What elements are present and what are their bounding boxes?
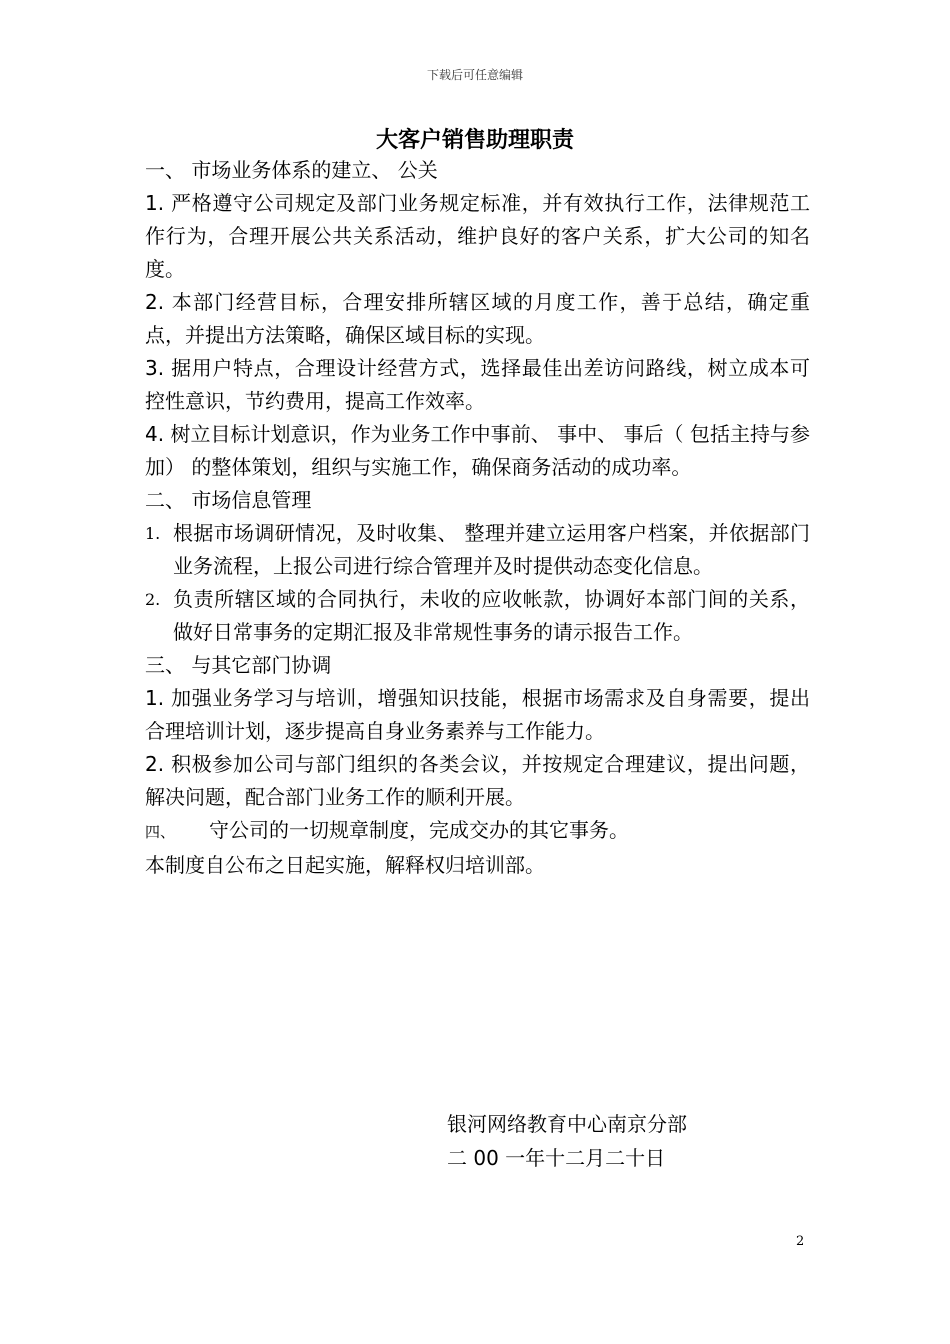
section-4-text: 守公司的一切规章制度，完成交办的其它事务。	[209, 818, 630, 842]
section-1-paragraph-2: 2. 本部门经营目标，合理安排所辖区域的月度工作，善于总结，确定重点，并提出方法策略，确保区域目标的实现。	[145, 290, 810, 347]
section-3-heading: 三、 与其它部门协调	[145, 653, 332, 677]
page-number: 2	[796, 1234, 805, 1249]
section-1-paragraph-1: 1. 严格遵守公司规定及部门业务规定标准，并有效执行工作，法律规范工作行为，合理开展公共关系活动，维护良好的客户关系，扩大公司的知名度。	[145, 191, 810, 281]
closing-statement: 本制度自公布之日起实施，解释权归培训部。	[145, 853, 545, 877]
list-number: 2.	[145, 590, 161, 609]
list-item-text: 根据市场调研情况，及时收集、 整理并建立运用客户档案，并依据部门业务流程，上报公司进行综合管理并及时提供动态变化信息。	[173, 521, 810, 578]
signature-organization: 银河网络教育中心南京分部	[447, 1112, 687, 1136]
signature-block	[447, 1107, 687, 1175]
section-4-line	[145, 814, 810, 849]
list-number: 1.	[145, 524, 161, 543]
section-1-paragraph-3: 3. 据用户特点，合理设计经营方式，选择最佳出差访问路线，树立成本可控性意识，节约费用，提高工作效率。	[145, 356, 810, 413]
section-3-paragraph-2: 2. 积极参加公司与部门组织的各类会议，并按规定合理建议，提出问题，解决问题，配合部门业务工作的顺利开展。	[145, 752, 810, 809]
document-title: 大客户销售助理职责	[375, 128, 574, 153]
section-1-paragraph-4: 4. 树立目标计划意识，作为业务工作中事前、 事中、 事后（ 包括主持与参加） 的整体策划，组织与实施工作，确保商务活动的成功率。	[145, 422, 810, 479]
section-4-label: 四、	[145, 823, 176, 841]
document-body	[145, 154, 810, 882]
section-3-paragraph-1: 1. 加强业务学习与培训，增强知识技能，根据市场需求及自身需要，提出合理培训计划，逐步提高自身业务素养与工作能力。	[145, 686, 810, 743]
signature-date: 二 00 一年十二月二十日	[447, 1146, 666, 1170]
section-2-item-2	[145, 583, 810, 649]
header-note: 下载后可任意编辑	[426, 68, 523, 82]
section-1-heading: 一、 市场业务体系的建立、 公关	[145, 158, 438, 182]
section-2-heading: 二、 市场信息管理	[145, 488, 312, 512]
list-item-text: 负责所辖区域的合同执行，未收的应收帐款，协调好本部门间的关系，做好日常事务的定期汇报及非常规性事务的请示报告工作。	[173, 587, 810, 644]
section-2-item-1	[145, 517, 810, 583]
